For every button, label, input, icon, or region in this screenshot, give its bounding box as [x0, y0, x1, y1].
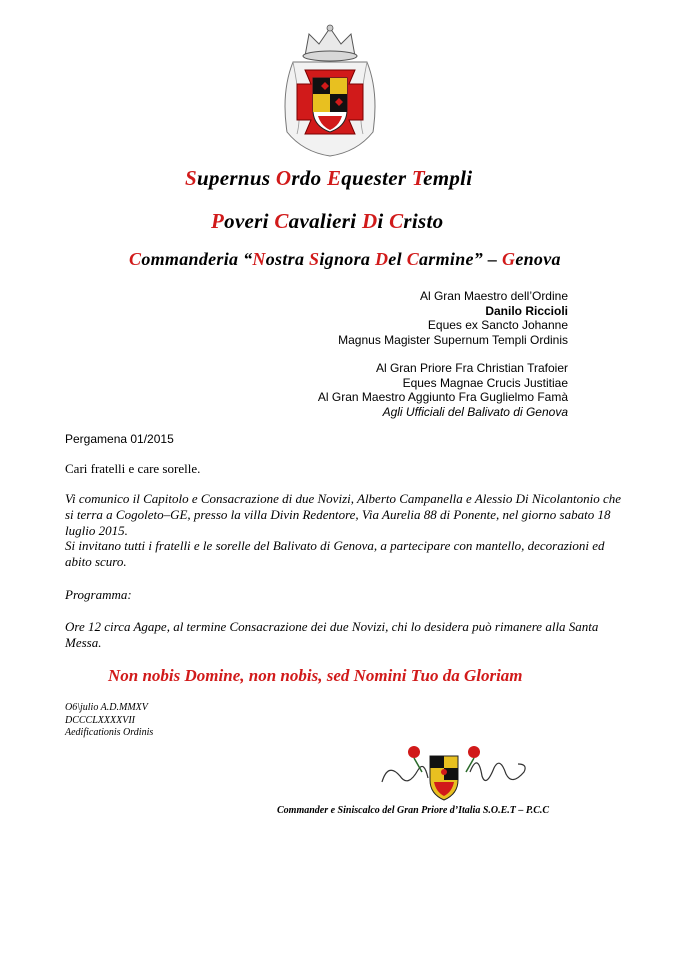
recipient-name: Danilo Riccioli [485, 303, 568, 318]
recipients-block-officers [318, 361, 568, 419]
recipient-line: Eques ex Sancto Johanne [427, 318, 568, 332]
announcement-paragraph: Vi comunico il Capitolo e Consacrazione di due Novizi, Alberto Campanella e Alessio Di Nicolantonio che si terra a Cogoleto–GE, presso la villa Divin Redentore, Via Aurelia 88 di Ponente, nel giorno sabato 18 luglio 2015. [65, 491, 622, 538]
date-line: Aedificationis Ordinis [65, 727, 154, 738]
recipient-line: Agli Ufficiali del Balivato di Genova [382, 404, 568, 419]
date-line: DCCCLXXXXVII [65, 714, 135, 726]
recipient-line: Al Gran Maestro dell’Ordine [419, 289, 568, 303]
order-title: Supernus Ordo Equester Templi [185, 166, 473, 190]
programme-paragraph: Ore 12 circa Agape, al termine Consacrazione dei due Novizi, chi lo desidera può rimanere alla Santa Messa. [65, 619, 599, 650]
motto: Non nobis Domine, non nobis, sed Nomini Tuo da Gloriam [108, 666, 523, 685]
greeting: Cari fratelli e care sorelle. [65, 461, 201, 476]
invitation-paragraph: Si invitano tutti i fratelli e le sorelle del Balivato di Genova, a partecipare con mantello, decorazioni ed abito scuro. [65, 538, 605, 569]
recipient-line: Al Gran Maestro Aggiunto Fra Guglielmo Famà [317, 390, 568, 404]
coat-of-arms-icon [273, 22, 387, 162]
date-line: O6\julio A.D.MMXV [65, 702, 148, 713]
signatory-title: Commander e Siniscalco del Gran Priore d’Italia S.O.E.T – P.C.C [277, 805, 550, 816]
recipient-line: Al Gran Priore Fra Christian Trafoier [375, 361, 568, 375]
signature-seal-icon [378, 742, 533, 804]
protocol-number: Pergamena 01/2015 [65, 432, 174, 446]
order-subtitle: Poveri Cavalieri Di Cristo [211, 209, 444, 233]
recipient-line: Magnus Magister Supernum Templi Ordinis [338, 332, 568, 347]
recipients-block-grand-master [338, 289, 568, 347]
dateline [65, 702, 153, 740]
recipient-line: Eques Magnae Crucis Justitiae [402, 375, 568, 390]
programme-heading: Programma: [65, 587, 132, 602]
commandery-title: Commanderia “Nostra Signora Del Carmine” – Genova [129, 249, 561, 269]
